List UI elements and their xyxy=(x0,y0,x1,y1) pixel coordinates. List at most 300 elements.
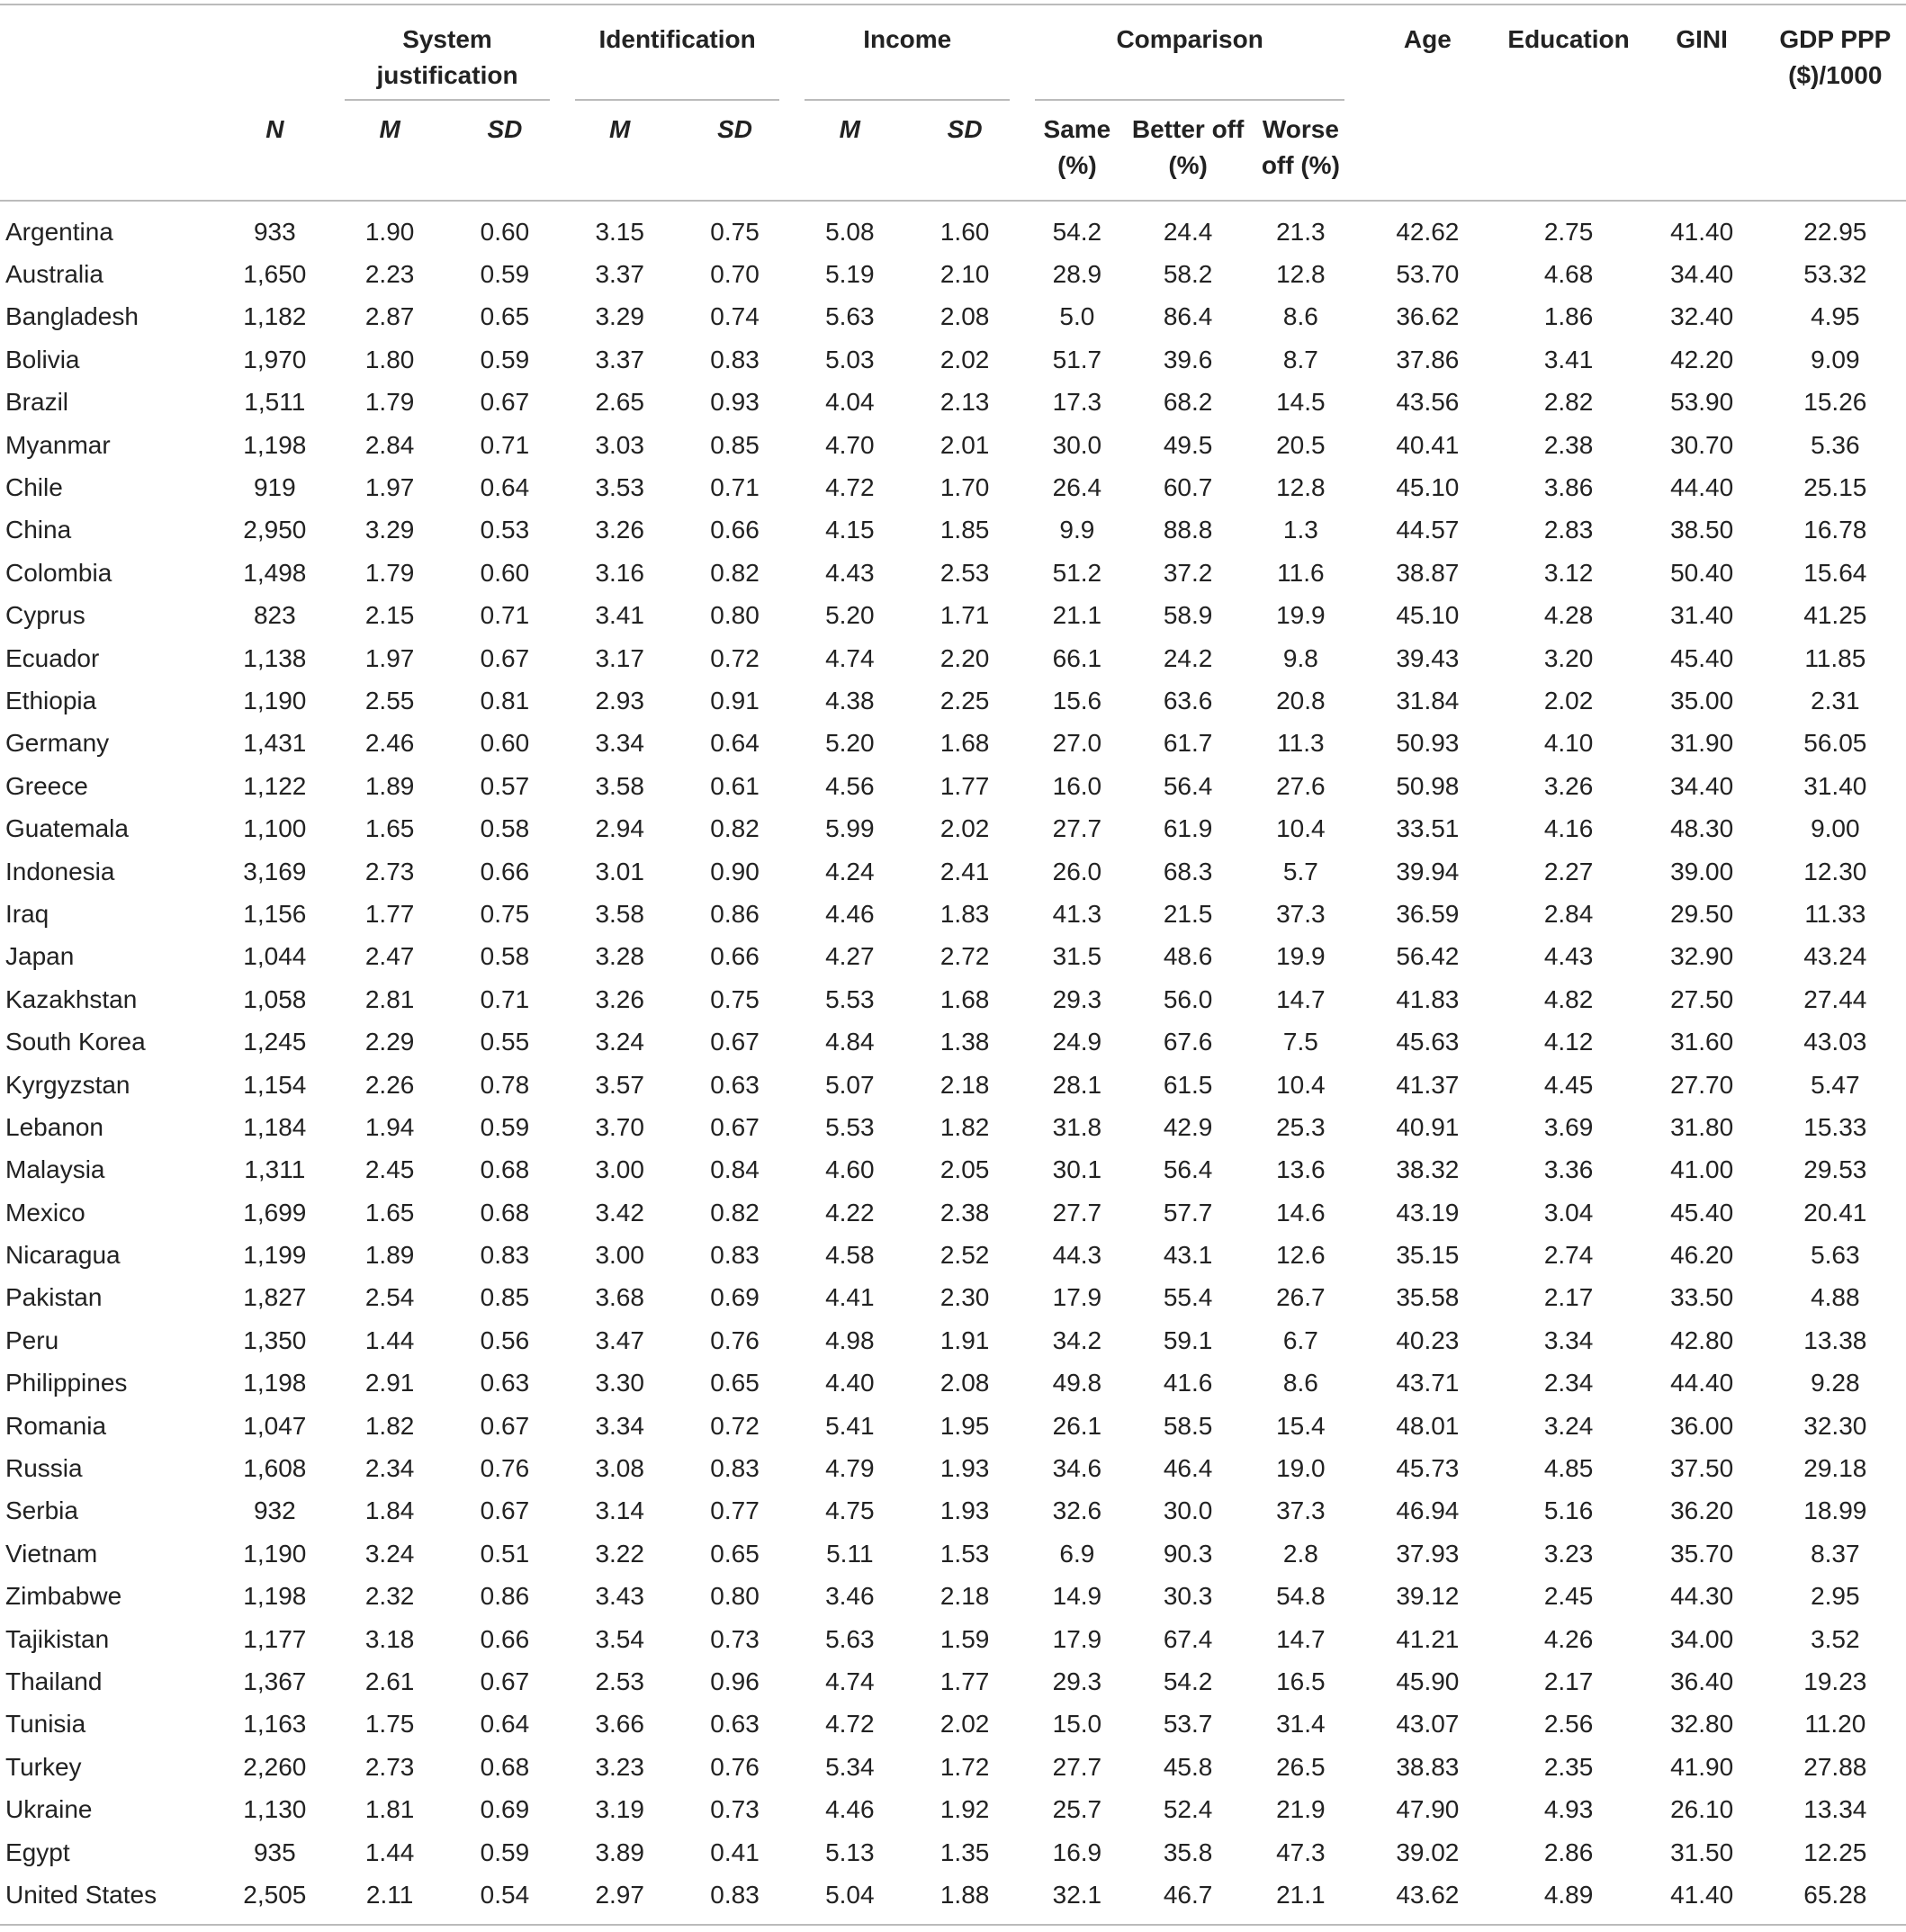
cell-gini: 34.40 xyxy=(1670,771,1734,800)
cell-income-m: 4.22 xyxy=(825,1198,875,1227)
cell-sj-sd: 0.58 xyxy=(480,942,530,971)
cell-worse-off: 7.5 xyxy=(1282,1028,1318,1056)
subheader-better-off: Better off (%) xyxy=(1131,115,1245,179)
cell-sj-sd: 0.51 xyxy=(480,1539,530,1568)
cell-income-m: 5.34 xyxy=(825,1752,875,1781)
cell-sj-sd: 0.56 xyxy=(480,1325,530,1354)
cell-income-sd: 2.25 xyxy=(940,686,990,714)
cell-better-off: 56.4 xyxy=(1163,1155,1213,1184)
cell-worse-off: 11.3 xyxy=(1277,729,1325,758)
cell-country: Cyprus xyxy=(5,601,85,630)
cell-id-sd: 0.82 xyxy=(710,558,760,587)
cell-id-sd: 0.41 xyxy=(710,1838,760,1866)
table-row xyxy=(0,850,1906,893)
cell-education: 3.41 xyxy=(1543,345,1594,373)
cell-same: 6.9 xyxy=(1059,1539,1095,1568)
cell-worse-off: 19.9 xyxy=(1276,601,1326,630)
cell-gini: 36.40 xyxy=(1670,1667,1734,1695)
cell-gdp: 9.00 xyxy=(1811,814,1860,843)
cell-country: Argentina xyxy=(5,217,113,246)
cell-worse-off: 2.8 xyxy=(1282,1539,1318,1568)
cell-education: 2.75 xyxy=(1543,217,1594,246)
cell-sj-sd: 0.67 xyxy=(480,643,530,672)
cell-sj-m: 2.45 xyxy=(364,1155,415,1184)
cell-sj-sd: 0.81 xyxy=(480,686,530,714)
cell-same: 44.3 xyxy=(1052,1241,1102,1270)
cell-n: 1,190 xyxy=(243,1539,307,1568)
cell-gini: 26.10 xyxy=(1670,1795,1734,1824)
cell-gdp: 31.40 xyxy=(1803,771,1867,800)
header-comparison-label: Comparison xyxy=(1116,25,1263,53)
cell-better-off: 24.4 xyxy=(1163,217,1213,246)
cell-sj-sd: 0.85 xyxy=(480,1283,530,1312)
cell-country: Brazil xyxy=(5,388,69,417)
cell-id-m: 3.00 xyxy=(595,1241,644,1270)
subheader-id-sd: SD xyxy=(717,115,752,143)
cell-same: 14.9 xyxy=(1052,1582,1102,1611)
subheader-id-m: M xyxy=(609,115,631,143)
cell-id-m: 3.57 xyxy=(595,1070,644,1099)
cell-gdp: 22.95 xyxy=(1803,217,1867,246)
cell-country: Guatemala xyxy=(5,814,129,843)
cell-country: Japan xyxy=(5,942,75,971)
cell-sj-m: 2.91 xyxy=(364,1369,415,1397)
cell-same: 15.6 xyxy=(1052,686,1102,714)
cell-id-sd: 0.82 xyxy=(710,814,760,843)
table-row xyxy=(0,201,1906,253)
cell-sj-sd: 0.64 xyxy=(480,473,530,502)
cell-n: 1,245 xyxy=(243,1028,307,1056)
cell-income-m: 4.74 xyxy=(825,1667,875,1695)
cell-gini: 39.00 xyxy=(1670,857,1734,885)
cell-education: 2.83 xyxy=(1543,516,1594,544)
cell-income-sd: 1.68 xyxy=(940,984,990,1013)
cell-income-m: 5.63 xyxy=(825,302,875,331)
header-education: Education xyxy=(1507,25,1630,53)
cell-gdp: 2.95 xyxy=(1811,1582,1860,1611)
cell-income-m: 4.41 xyxy=(825,1283,875,1312)
table-row xyxy=(0,296,1906,338)
cell-country: Nicaragua xyxy=(5,1241,121,1270)
cell-n: 823 xyxy=(253,601,296,630)
cell-same: 31.5 xyxy=(1052,942,1102,971)
table-body xyxy=(0,201,1906,1925)
cell-id-m: 3.24 xyxy=(595,1028,644,1056)
header-row-groups xyxy=(0,4,1906,101)
cell-country: Kazakhstan xyxy=(5,984,138,1013)
cell-n: 1,970 xyxy=(243,345,307,373)
cell-same: 31.8 xyxy=(1052,1112,1102,1141)
cell-gini: 41.00 xyxy=(1670,1155,1734,1184)
cell-sj-m: 2.55 xyxy=(364,686,415,714)
cell-income-m: 4.79 xyxy=(825,1454,875,1483)
cell-country: Thailand xyxy=(5,1667,103,1695)
cell-country: Ukraine xyxy=(5,1795,93,1824)
cell-gini: 32.90 xyxy=(1670,942,1734,971)
cell-education: 2.86 xyxy=(1543,1838,1594,1866)
cell-country: China xyxy=(5,516,72,544)
cell-sj-m: 3.24 xyxy=(364,1539,415,1568)
cell-same: 29.3 xyxy=(1052,1667,1102,1695)
cell-age: 39.02 xyxy=(1396,1838,1460,1866)
cell-better-off: 58.5 xyxy=(1163,1411,1213,1440)
cell-country: Turkey xyxy=(5,1752,82,1781)
cell-income-sd: 2.01 xyxy=(940,430,990,459)
cell-same: 9.9 xyxy=(1059,516,1095,544)
cell-gdp: 9.28 xyxy=(1811,1369,1860,1397)
cell-worse-off: 26.7 xyxy=(1276,1283,1326,1312)
cell-worse-off: 25.3 xyxy=(1276,1112,1326,1141)
cell-id-m: 2.94 xyxy=(595,814,644,843)
table-row xyxy=(0,382,1906,424)
cell-country: Serbia xyxy=(5,1496,78,1525)
table-row xyxy=(0,595,1906,637)
cell-better-off: 49.5 xyxy=(1163,430,1213,459)
cell-gdp: 43.24 xyxy=(1803,942,1867,971)
table-row xyxy=(0,253,1906,295)
cell-better-off: 57.7 xyxy=(1163,1198,1213,1227)
cell-same: 30.0 xyxy=(1052,430,1102,459)
table-row xyxy=(0,1831,1906,1874)
cell-worse-off: 20.8 xyxy=(1276,686,1326,714)
cell-id-m: 3.70 xyxy=(595,1112,644,1141)
cell-sj-sd: 0.60 xyxy=(480,217,530,246)
cell-sj-sd: 0.66 xyxy=(480,857,530,885)
cell-income-sd: 1.53 xyxy=(940,1539,990,1568)
cell-age: 45.10 xyxy=(1396,601,1460,630)
cell-same: 15.0 xyxy=(1052,1710,1102,1739)
cell-id-sd: 0.70 xyxy=(710,260,760,289)
cell-age: 50.98 xyxy=(1396,771,1460,800)
cell-better-off: 60.7 xyxy=(1163,473,1213,502)
cell-n: 1,498 xyxy=(243,558,307,587)
cell-gdp: 53.32 xyxy=(1803,260,1867,289)
cell-sj-sd: 0.57 xyxy=(480,771,530,800)
cell-n: 932 xyxy=(253,1496,296,1525)
cell-n: 919 xyxy=(253,473,296,502)
cell-better-off: 24.2 xyxy=(1163,643,1213,672)
table-row xyxy=(0,424,1906,466)
cell-sj-sd: 0.68 xyxy=(480,1155,530,1184)
cell-same: 17.3 xyxy=(1052,388,1102,417)
cell-age: 38.87 xyxy=(1396,558,1460,587)
cell-education: 2.02 xyxy=(1543,686,1594,714)
cell-id-m: 3.47 xyxy=(595,1325,644,1354)
cell-age: 43.62 xyxy=(1396,1880,1460,1909)
cell-gini: 48.30 xyxy=(1670,814,1734,843)
cell-id-sd: 0.93 xyxy=(710,388,760,417)
cell-gini: 31.90 xyxy=(1670,729,1734,758)
cell-worse-off: 12.6 xyxy=(1276,1241,1326,1270)
cell-better-off: 35.8 xyxy=(1163,1838,1213,1866)
cell-gini: 32.80 xyxy=(1670,1710,1734,1739)
cell-income-sd: 2.02 xyxy=(940,1710,990,1739)
cell-income-sd: 1.88 xyxy=(940,1880,990,1909)
cell-age: 56.42 xyxy=(1396,942,1460,971)
cell-same: 27.7 xyxy=(1052,814,1102,843)
cell-gdp: 5.36 xyxy=(1811,430,1860,459)
cell-id-sd: 0.64 xyxy=(710,729,760,758)
cell-gini: 35.00 xyxy=(1670,686,1734,714)
cell-sj-m: 2.81 xyxy=(364,984,415,1013)
cell-sj-m: 1.90 xyxy=(364,217,415,246)
cell-id-sd: 0.85 xyxy=(710,430,760,459)
cell-better-off: 56.0 xyxy=(1163,984,1213,1013)
cell-gdp: 9.09 xyxy=(1811,345,1860,373)
header-gini: GINI xyxy=(1676,25,1728,53)
header-country-blank xyxy=(0,4,217,101)
cell-age: 40.41 xyxy=(1396,430,1460,459)
table-header xyxy=(0,4,1906,201)
cell-country: Pakistan xyxy=(5,1283,103,1312)
cell-id-m: 3.26 xyxy=(595,516,644,544)
table-row xyxy=(0,978,1906,1020)
cell-income-m: 4.43 xyxy=(825,558,875,587)
cell-id-m: 2.97 xyxy=(595,1880,644,1909)
cell-income-m: 4.58 xyxy=(825,1241,875,1270)
table-row xyxy=(0,1020,1906,1063)
cell-worse-off: 12.8 xyxy=(1276,473,1326,502)
cell-sj-sd: 0.67 xyxy=(480,1411,530,1440)
cell-sj-sd: 0.71 xyxy=(480,984,530,1013)
cell-sj-m: 1.81 xyxy=(364,1795,415,1824)
cell-education: 4.93 xyxy=(1543,1795,1594,1824)
cell-income-m: 5.63 xyxy=(825,1624,875,1653)
cell-better-off: 41.6 xyxy=(1163,1369,1213,1397)
cell-n: 1,058 xyxy=(243,984,307,1013)
cell-income-sd: 1.92 xyxy=(940,1795,990,1824)
cell-id-sd: 0.71 xyxy=(710,473,760,502)
cell-same: 26.4 xyxy=(1052,473,1102,502)
cell-better-off: 55.4 xyxy=(1163,1283,1213,1312)
cell-age: 45.90 xyxy=(1396,1667,1460,1695)
cell-income-m: 4.27 xyxy=(825,942,875,971)
cell-country: Philippines xyxy=(5,1369,128,1397)
cell-same: 24.9 xyxy=(1052,1028,1102,1056)
cell-worse-off: 21.9 xyxy=(1276,1795,1326,1824)
cell-age: 40.91 xyxy=(1396,1112,1460,1141)
table-row xyxy=(0,466,1906,508)
cell-worse-off: 6.7 xyxy=(1282,1325,1318,1354)
cell-income-sd: 1.72 xyxy=(940,1752,990,1781)
cell-income-sd: 2.13 xyxy=(940,388,990,417)
cell-age: 39.12 xyxy=(1396,1582,1460,1611)
cell-id-sd: 0.72 xyxy=(710,1411,760,1440)
cell-age: 43.71 xyxy=(1396,1369,1460,1397)
cell-country: Bolivia xyxy=(5,345,80,373)
cell-gdp: 12.25 xyxy=(1803,1838,1867,1866)
cell-worse-off: 15.4 xyxy=(1276,1411,1326,1440)
cell-education: 3.34 xyxy=(1543,1325,1594,1354)
cell-gini: 31.40 xyxy=(1670,601,1734,630)
cell-worse-off: 10.4 xyxy=(1276,1070,1326,1099)
table-row xyxy=(0,1618,1906,1660)
cell-worse-off: 19.9 xyxy=(1276,942,1326,971)
cell-better-off: 61.5 xyxy=(1163,1070,1213,1099)
cell-gini: 33.50 xyxy=(1670,1283,1734,1312)
cell-id-m: 3.68 xyxy=(595,1283,644,1312)
cell-n: 1,511 xyxy=(244,388,306,417)
cell-income-sd: 1.35 xyxy=(940,1838,990,1866)
cell-n: 2,950 xyxy=(243,516,307,544)
cell-worse-off: 26.5 xyxy=(1276,1752,1326,1781)
cell-id-m: 3.15 xyxy=(595,217,644,246)
cell-id-sd: 0.74 xyxy=(710,302,760,331)
cell-id-sd: 0.65 xyxy=(710,1369,760,1397)
cell-n: 1,827 xyxy=(243,1283,307,1312)
cell-country: Colombia xyxy=(5,558,112,587)
cell-sj-m: 1.65 xyxy=(364,814,415,843)
cell-education: 1.86 xyxy=(1543,302,1594,331)
cell-worse-off: 12.8 xyxy=(1276,260,1326,289)
cell-n: 1,182 xyxy=(243,302,307,331)
cell-sj-m: 2.34 xyxy=(364,1454,415,1483)
header-income xyxy=(792,4,1022,101)
cell-sj-sd: 0.65 xyxy=(480,302,530,331)
cell-id-m: 3.89 xyxy=(595,1838,644,1866)
header-income-label: Income xyxy=(863,25,952,53)
cell-same: 49.8 xyxy=(1052,1369,1102,1397)
cell-same: 25.7 xyxy=(1052,1795,1102,1824)
cell-education: 2.56 xyxy=(1543,1710,1594,1739)
subheader-income-m: M xyxy=(839,115,860,143)
cell-n: 1,650 xyxy=(243,260,307,289)
cell-gdp: 25.15 xyxy=(1803,473,1867,502)
cell-income-m: 4.46 xyxy=(825,899,875,928)
cell-better-off: 59.1 xyxy=(1163,1325,1213,1354)
cell-gini: 32.40 xyxy=(1670,302,1734,331)
cell-n: 933 xyxy=(253,217,296,246)
cell-sj-m: 2.73 xyxy=(364,1752,415,1781)
cell-education: 4.43 xyxy=(1543,942,1594,971)
cell-same: 26.1 xyxy=(1052,1411,1102,1440)
cell-gini: 53.90 xyxy=(1670,388,1734,417)
cell-same: 41.3 xyxy=(1052,899,1102,928)
cell-id-m: 3.22 xyxy=(595,1539,644,1568)
cell-n: 1,156 xyxy=(243,899,307,928)
cell-id-m: 3.19 xyxy=(595,1795,644,1824)
cell-gdp: 43.03 xyxy=(1803,1028,1867,1056)
cell-country: Malaysia xyxy=(5,1155,105,1184)
cell-same: 66.1 xyxy=(1052,643,1102,672)
cell-id-m: 3.42 xyxy=(595,1198,644,1227)
cell-income-m: 5.03 xyxy=(825,345,875,373)
cell-id-m: 3.53 xyxy=(595,473,644,502)
cell-id-sd: 0.80 xyxy=(710,1582,760,1611)
cell-better-off: 86.4 xyxy=(1163,302,1213,331)
cell-country: Vietnam xyxy=(5,1539,98,1568)
header-identification xyxy=(562,4,793,101)
cell-worse-off: 11.6 xyxy=(1277,558,1325,587)
cell-id-m: 3.37 xyxy=(595,260,644,289)
cell-sj-m: 1.44 xyxy=(364,1838,415,1866)
cell-gdp: 8.37 xyxy=(1811,1539,1860,1568)
cell-gdp: 56.05 xyxy=(1803,729,1867,758)
cell-education: 4.85 xyxy=(1543,1454,1594,1483)
cell-sj-sd: 0.55 xyxy=(480,1028,530,1056)
cell-worse-off: 19.0 xyxy=(1276,1454,1326,1483)
cell-same: 32.1 xyxy=(1052,1880,1102,1909)
cell-income-sd: 2.72 xyxy=(940,942,990,971)
header-n-blank xyxy=(217,4,332,101)
cell-sj-m: 1.77 xyxy=(364,899,415,928)
cell-id-sd: 0.75 xyxy=(710,217,760,246)
cell-country: Russia xyxy=(5,1454,83,1483)
cell-gdp: 27.88 xyxy=(1803,1752,1867,1781)
cell-n: 1,198 xyxy=(243,430,307,459)
cell-id-sd: 0.83 xyxy=(710,345,760,373)
cell-income-m: 3.46 xyxy=(825,1582,875,1611)
cell-age: 43.07 xyxy=(1396,1710,1460,1739)
cell-id-sd: 0.75 xyxy=(710,984,760,1013)
cell-gdp: 4.95 xyxy=(1811,302,1860,331)
cell-gini: 27.50 xyxy=(1670,984,1734,1013)
cell-better-off: 43.1 xyxy=(1163,1241,1213,1270)
cell-income-m: 5.19 xyxy=(825,260,875,289)
cell-id-m: 3.01 xyxy=(595,857,644,885)
cell-worse-off: 8.7 xyxy=(1282,345,1318,373)
cell-gdp: 15.26 xyxy=(1803,388,1867,417)
table-row xyxy=(0,1532,1906,1575)
cell-sj-sd: 0.71 xyxy=(480,601,530,630)
cell-age: 37.93 xyxy=(1396,1539,1460,1568)
cell-sj-sd: 0.54 xyxy=(480,1880,530,1909)
cell-gdp: 19.23 xyxy=(1803,1667,1867,1695)
cell-income-sd: 2.02 xyxy=(940,345,990,373)
cell-age: 41.21 xyxy=(1396,1624,1460,1653)
cell-id-sd: 0.63 xyxy=(710,1710,760,1739)
cell-better-off: 90.3 xyxy=(1163,1539,1213,1568)
cell-gini: 41.40 xyxy=(1670,1880,1734,1909)
cell-id-m: 3.58 xyxy=(595,899,644,928)
cell-sj-sd: 0.67 xyxy=(480,388,530,417)
table-row xyxy=(0,1490,1906,1532)
subheader-worse-off: Worse off (%) xyxy=(1261,115,1340,179)
subheader-sj-m: M xyxy=(379,115,400,143)
cell-id-sd: 0.69 xyxy=(710,1283,760,1312)
cell-income-m: 4.38 xyxy=(825,686,875,714)
cell-income-m: 5.20 xyxy=(825,729,875,758)
cell-country: Bangladesh xyxy=(5,302,139,331)
cell-id-m: 3.26 xyxy=(595,984,644,1013)
cell-id-sd: 0.96 xyxy=(710,1667,760,1695)
cell-gdp: 65.28 xyxy=(1803,1880,1867,1909)
cell-sj-m: 1.75 xyxy=(364,1710,415,1739)
cell-gdp: 27.44 xyxy=(1803,984,1867,1013)
cell-n: 2,505 xyxy=(243,1880,307,1909)
cell-age: 41.37 xyxy=(1396,1070,1460,1099)
table-row xyxy=(0,807,1906,849)
cell-same: 17.9 xyxy=(1052,1624,1102,1653)
cell-sj-sd: 0.69 xyxy=(480,1795,530,1824)
cell-gini: 31.50 xyxy=(1670,1838,1734,1866)
cell-country: South Korea xyxy=(5,1028,146,1056)
cell-same: 5.0 xyxy=(1059,302,1095,331)
header-system-justification xyxy=(332,4,562,101)
cell-worse-off: 14.7 xyxy=(1276,984,1326,1013)
table-row xyxy=(0,1149,1906,1191)
cell-income-sd: 1.77 xyxy=(940,771,990,800)
cell-n: 2,260 xyxy=(243,1752,307,1781)
cell-id-sd: 0.73 xyxy=(710,1795,760,1824)
cell-age: 44.57 xyxy=(1396,516,1460,544)
cell-n: 1,699 xyxy=(243,1198,307,1227)
cell-gini: 38.50 xyxy=(1670,516,1734,544)
cell-worse-off: 37.3 xyxy=(1276,1496,1326,1525)
cell-education: 3.24 xyxy=(1543,1411,1594,1440)
cell-age: 43.56 xyxy=(1396,388,1460,417)
table-row xyxy=(0,1405,1906,1447)
